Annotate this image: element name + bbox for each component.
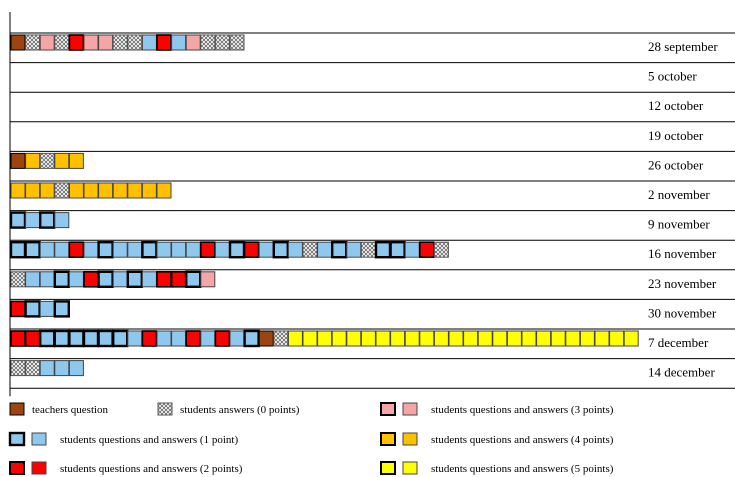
bar-cell	[99, 183, 113, 198]
bar-cell	[142, 331, 156, 346]
bar-cell	[128, 272, 142, 287]
bar-cell	[11, 213, 25, 228]
bar-cell	[113, 183, 127, 198]
bar-cell	[113, 242, 127, 257]
row-label: 12 october	[648, 98, 704, 114]
bar-cell	[376, 331, 390, 346]
bar-cell	[405, 331, 419, 346]
bar-cell	[215, 35, 229, 50]
bar-cell	[391, 242, 405, 257]
bar-cell	[69, 153, 83, 168]
bar-cell	[40, 272, 54, 287]
legend-swatch	[10, 403, 24, 415]
bar-cell	[405, 242, 419, 257]
row-label: 16 november	[648, 246, 717, 262]
bar-cell	[69, 272, 83, 287]
bar-cell	[40, 153, 54, 168]
bar-cell	[128, 183, 142, 198]
bar-cell	[332, 331, 346, 346]
bar-cell	[84, 35, 98, 50]
bar-cell	[11, 331, 25, 346]
bar-cell	[40, 301, 54, 316]
bar-cell	[55, 153, 69, 168]
row-label: 14 december	[648, 364, 715, 380]
row-label: 19 october	[648, 127, 704, 143]
bar-cell	[332, 242, 346, 257]
bar-cell	[113, 35, 127, 50]
legend-swatch	[403, 403, 417, 415]
bar-cell	[55, 331, 69, 346]
bar-cell	[201, 35, 215, 50]
bar-cell	[84, 183, 98, 198]
legend-label: students questions and answers (3 points)	[431, 404, 614, 416]
legend-swatch	[32, 462, 46, 474]
legend-swatch	[403, 433, 417, 445]
bar-cell	[157, 242, 171, 257]
bar-cell	[303, 242, 317, 257]
legend-swatch	[32, 433, 46, 445]
bar-cell	[26, 242, 40, 257]
bar-cell	[11, 272, 25, 287]
bar-cell	[288, 242, 302, 257]
bar-cell	[391, 331, 405, 346]
bar-cell	[157, 272, 171, 287]
bar-cell	[522, 331, 536, 346]
bar-cell	[551, 331, 565, 346]
bar-cell	[142, 35, 156, 50]
bar-cell	[172, 242, 186, 257]
bar-cell	[245, 242, 259, 257]
row-label: 7 december	[648, 335, 709, 350]
bar-cell	[99, 331, 113, 346]
bar-cell	[55, 242, 69, 257]
bar-cell	[26, 35, 40, 50]
bar-cell	[610, 331, 624, 346]
bar-cell	[128, 35, 142, 50]
bar-cell	[11, 242, 25, 257]
bar-cell	[26, 213, 40, 228]
bar-cell	[113, 331, 127, 346]
bar-cell	[128, 331, 142, 346]
bar-cell	[215, 242, 229, 257]
bar-cell	[259, 242, 273, 257]
bar-cell	[288, 331, 302, 346]
bar-cell	[84, 331, 98, 346]
bar-cell	[26, 301, 40, 316]
bar-cell	[361, 331, 375, 346]
bar-cell	[318, 331, 332, 346]
bar-cell	[580, 331, 594, 346]
bar-cell	[157, 35, 171, 50]
row-label: 30 november	[648, 305, 717, 321]
bar-cell	[55, 272, 69, 287]
bar-cell	[318, 242, 332, 257]
bar-cell	[40, 35, 54, 50]
bar-cell	[201, 242, 215, 257]
bar-cell	[186, 35, 200, 50]
bar-cell	[201, 331, 215, 346]
bar-cell	[142, 242, 156, 257]
bar-cell	[55, 301, 69, 316]
bar-cell	[11, 301, 25, 316]
bar-cell	[186, 331, 200, 346]
bar-cell	[230, 35, 244, 50]
bar-cell	[142, 183, 156, 198]
bar-cell	[186, 242, 200, 257]
row-label: 2 november	[648, 187, 710, 202]
bar-cell	[113, 272, 127, 287]
bar-cell	[55, 35, 69, 50]
bar-cell	[40, 183, 54, 198]
bar-cell	[69, 35, 83, 50]
row-label: 9 november	[648, 216, 710, 232]
bar-cell	[142, 272, 156, 287]
legend-swatch	[158, 403, 172, 415]
bar-cell	[230, 331, 244, 346]
bar-cell	[493, 331, 507, 346]
bar-cell	[26, 153, 40, 168]
bar-cell	[11, 361, 25, 376]
bar-cell	[478, 331, 492, 346]
bar-cell	[157, 331, 171, 346]
legend-swatch	[381, 403, 395, 415]
bar-cell	[595, 331, 609, 346]
bar-cell	[434, 242, 448, 257]
legend-label: students questions and answers (1 point)	[60, 434, 239, 446]
bar-cell	[55, 361, 69, 376]
legend-swatch	[403, 462, 417, 474]
bar-cell	[347, 331, 361, 346]
legend-swatch	[10, 462, 24, 474]
bar-cell	[376, 242, 390, 257]
bar-cell	[507, 331, 521, 346]
bar-cell	[259, 331, 273, 346]
bar-cell	[215, 331, 229, 346]
bar-cell	[347, 242, 361, 257]
bar-cell	[40, 361, 54, 376]
bar-cell	[420, 331, 434, 346]
bar-cell	[434, 331, 448, 346]
legend-label: students answers (0 points)	[180, 404, 300, 416]
bar-cell	[69, 242, 83, 257]
bar-cell	[84, 272, 98, 287]
bar-cell	[245, 331, 259, 346]
bar-cell	[11, 183, 25, 198]
bar-cell	[11, 153, 25, 168]
legend-label: teachers question	[32, 404, 109, 416]
row-label: 28 september	[648, 39, 718, 54]
bar-cell	[26, 331, 40, 346]
bar-cell	[26, 361, 40, 376]
bar-cell	[69, 361, 83, 376]
bar-cell	[11, 35, 25, 50]
legend-swatch	[381, 433, 395, 445]
bar-cell	[537, 331, 551, 346]
bar-cell	[624, 331, 638, 346]
row-label: 5 october	[648, 68, 697, 84]
legend-label: students questions and answers (5 points)	[431, 463, 614, 475]
bar-cell	[84, 242, 98, 257]
bar-cell	[361, 242, 375, 257]
bar-cell	[40, 242, 54, 257]
legend	[10, 403, 614, 475]
bar-cell	[186, 272, 200, 287]
legend-label: students questions and answers (4 points)	[431, 434, 614, 446]
bar-cell	[274, 242, 288, 257]
row-label: 23 november	[648, 275, 717, 291]
bar-cell	[99, 242, 113, 257]
bar-cell	[26, 272, 40, 287]
bar-cell	[566, 331, 580, 346]
bar-cell	[274, 331, 288, 346]
bar-cell	[40, 213, 54, 228]
bar-cell	[69, 331, 83, 346]
legend-label: students questions and answers (2 points)	[60, 463, 243, 475]
bar-cell	[172, 35, 186, 50]
row-label: 26 october	[648, 157, 704, 173]
bar-cell	[464, 331, 478, 346]
legend-swatch	[10, 433, 24, 445]
bar-cell	[157, 183, 171, 198]
bar-cell	[40, 331, 54, 346]
bar-cells	[11, 35, 638, 376]
bar-cell	[449, 331, 463, 346]
bar-cell	[303, 331, 317, 346]
bar-cell	[55, 183, 69, 198]
bar-cell	[172, 331, 186, 346]
bar-cell	[201, 272, 215, 287]
bar-cell	[99, 35, 113, 50]
legend-swatch	[381, 462, 395, 474]
bar-cell	[99, 272, 113, 287]
bar-cell	[230, 242, 244, 257]
bar-cell	[55, 213, 69, 228]
bar-cell	[420, 242, 434, 257]
bar-cell	[26, 183, 40, 198]
bar-cell	[69, 183, 83, 198]
bar-cell	[172, 272, 186, 287]
bar-cell	[128, 242, 142, 257]
